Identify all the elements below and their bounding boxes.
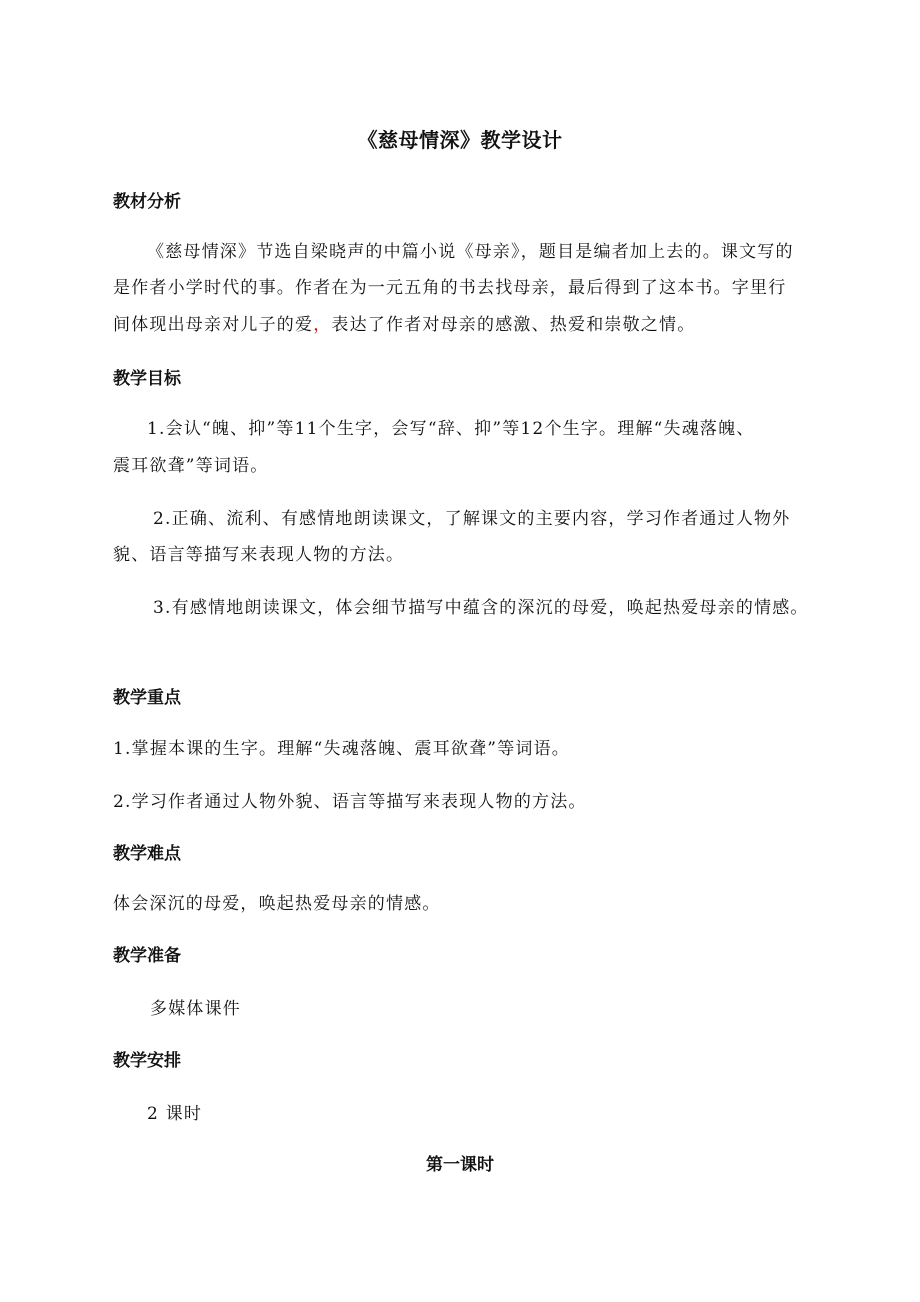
lesson-title: 第一课时: [426, 1155, 494, 1175]
section-heading-goals: 教学目标: [113, 369, 181, 389]
analysis-line-2: 是作者小学时代的事。作者在为一元五角的书去找母亲，最后得到了这本书。字里行: [113, 278, 787, 298]
analysis-line-3: [113, 310, 695, 335]
section-heading-difficulties: 教学难点: [113, 844, 181, 864]
goal-1-line-1: 1.会认“魄、抑”等11个生字，会写“辞、抑”等12个生字。理解“失魂落魄、: [147, 419, 755, 439]
analysis-red-comma: ，: [313, 315, 332, 335]
section-heading-preparation: 教学准备: [113, 946, 181, 966]
analysis-line-3-part-1: 间体现出母亲对儿子的爱: [113, 315, 314, 335]
goal-1-line-2: 震耳欲聋”等词语。: [113, 456, 269, 476]
preparation-text: 多媒体课件: [150, 999, 241, 1019]
goal-2-line-1: 2.正确、流利、有感情地朗读课文，了解课文的主要内容，学习作者通过人物外: [153, 509, 791, 529]
arrangement-text: 2 课时: [147, 1104, 203, 1124]
goal-3-line-1: 3.有感情地朗读课文，体会细节描写中蕴含的深沉的母爱，唤起热爱母亲的情感。: [153, 598, 809, 618]
goal-2-line-2: 貌、语言等描写来表现人物的方法。: [113, 545, 405, 565]
document-title: 《慈母情深》教学设计: [357, 128, 563, 152]
analysis-line-1: 《慈母情深》节选自梁晓声的中篇小说《母亲》，题目是编者加上去的。课文写的: [147, 242, 794, 262]
key-point-1: 1.掌握本课的生字。理解“失魂落魄、震耳欲聋”等词语。: [113, 739, 571, 759]
key-point-2: 2.学习作者通过人物外貌、语言等描写来表现人物的方法。: [113, 792, 587, 812]
section-heading-analysis: 教材分析: [113, 192, 181, 212]
difficulties-text: 体会深沉的母爱，唤起热爱母亲的情感。: [113, 894, 441, 914]
analysis-line-3-part-2: 表达了作者对母亲的感激、热爱和崇敬之情。: [331, 315, 696, 335]
section-heading-key-points: 教学重点: [113, 688, 181, 708]
section-heading-arrangement: 教学安排: [113, 1051, 181, 1071]
